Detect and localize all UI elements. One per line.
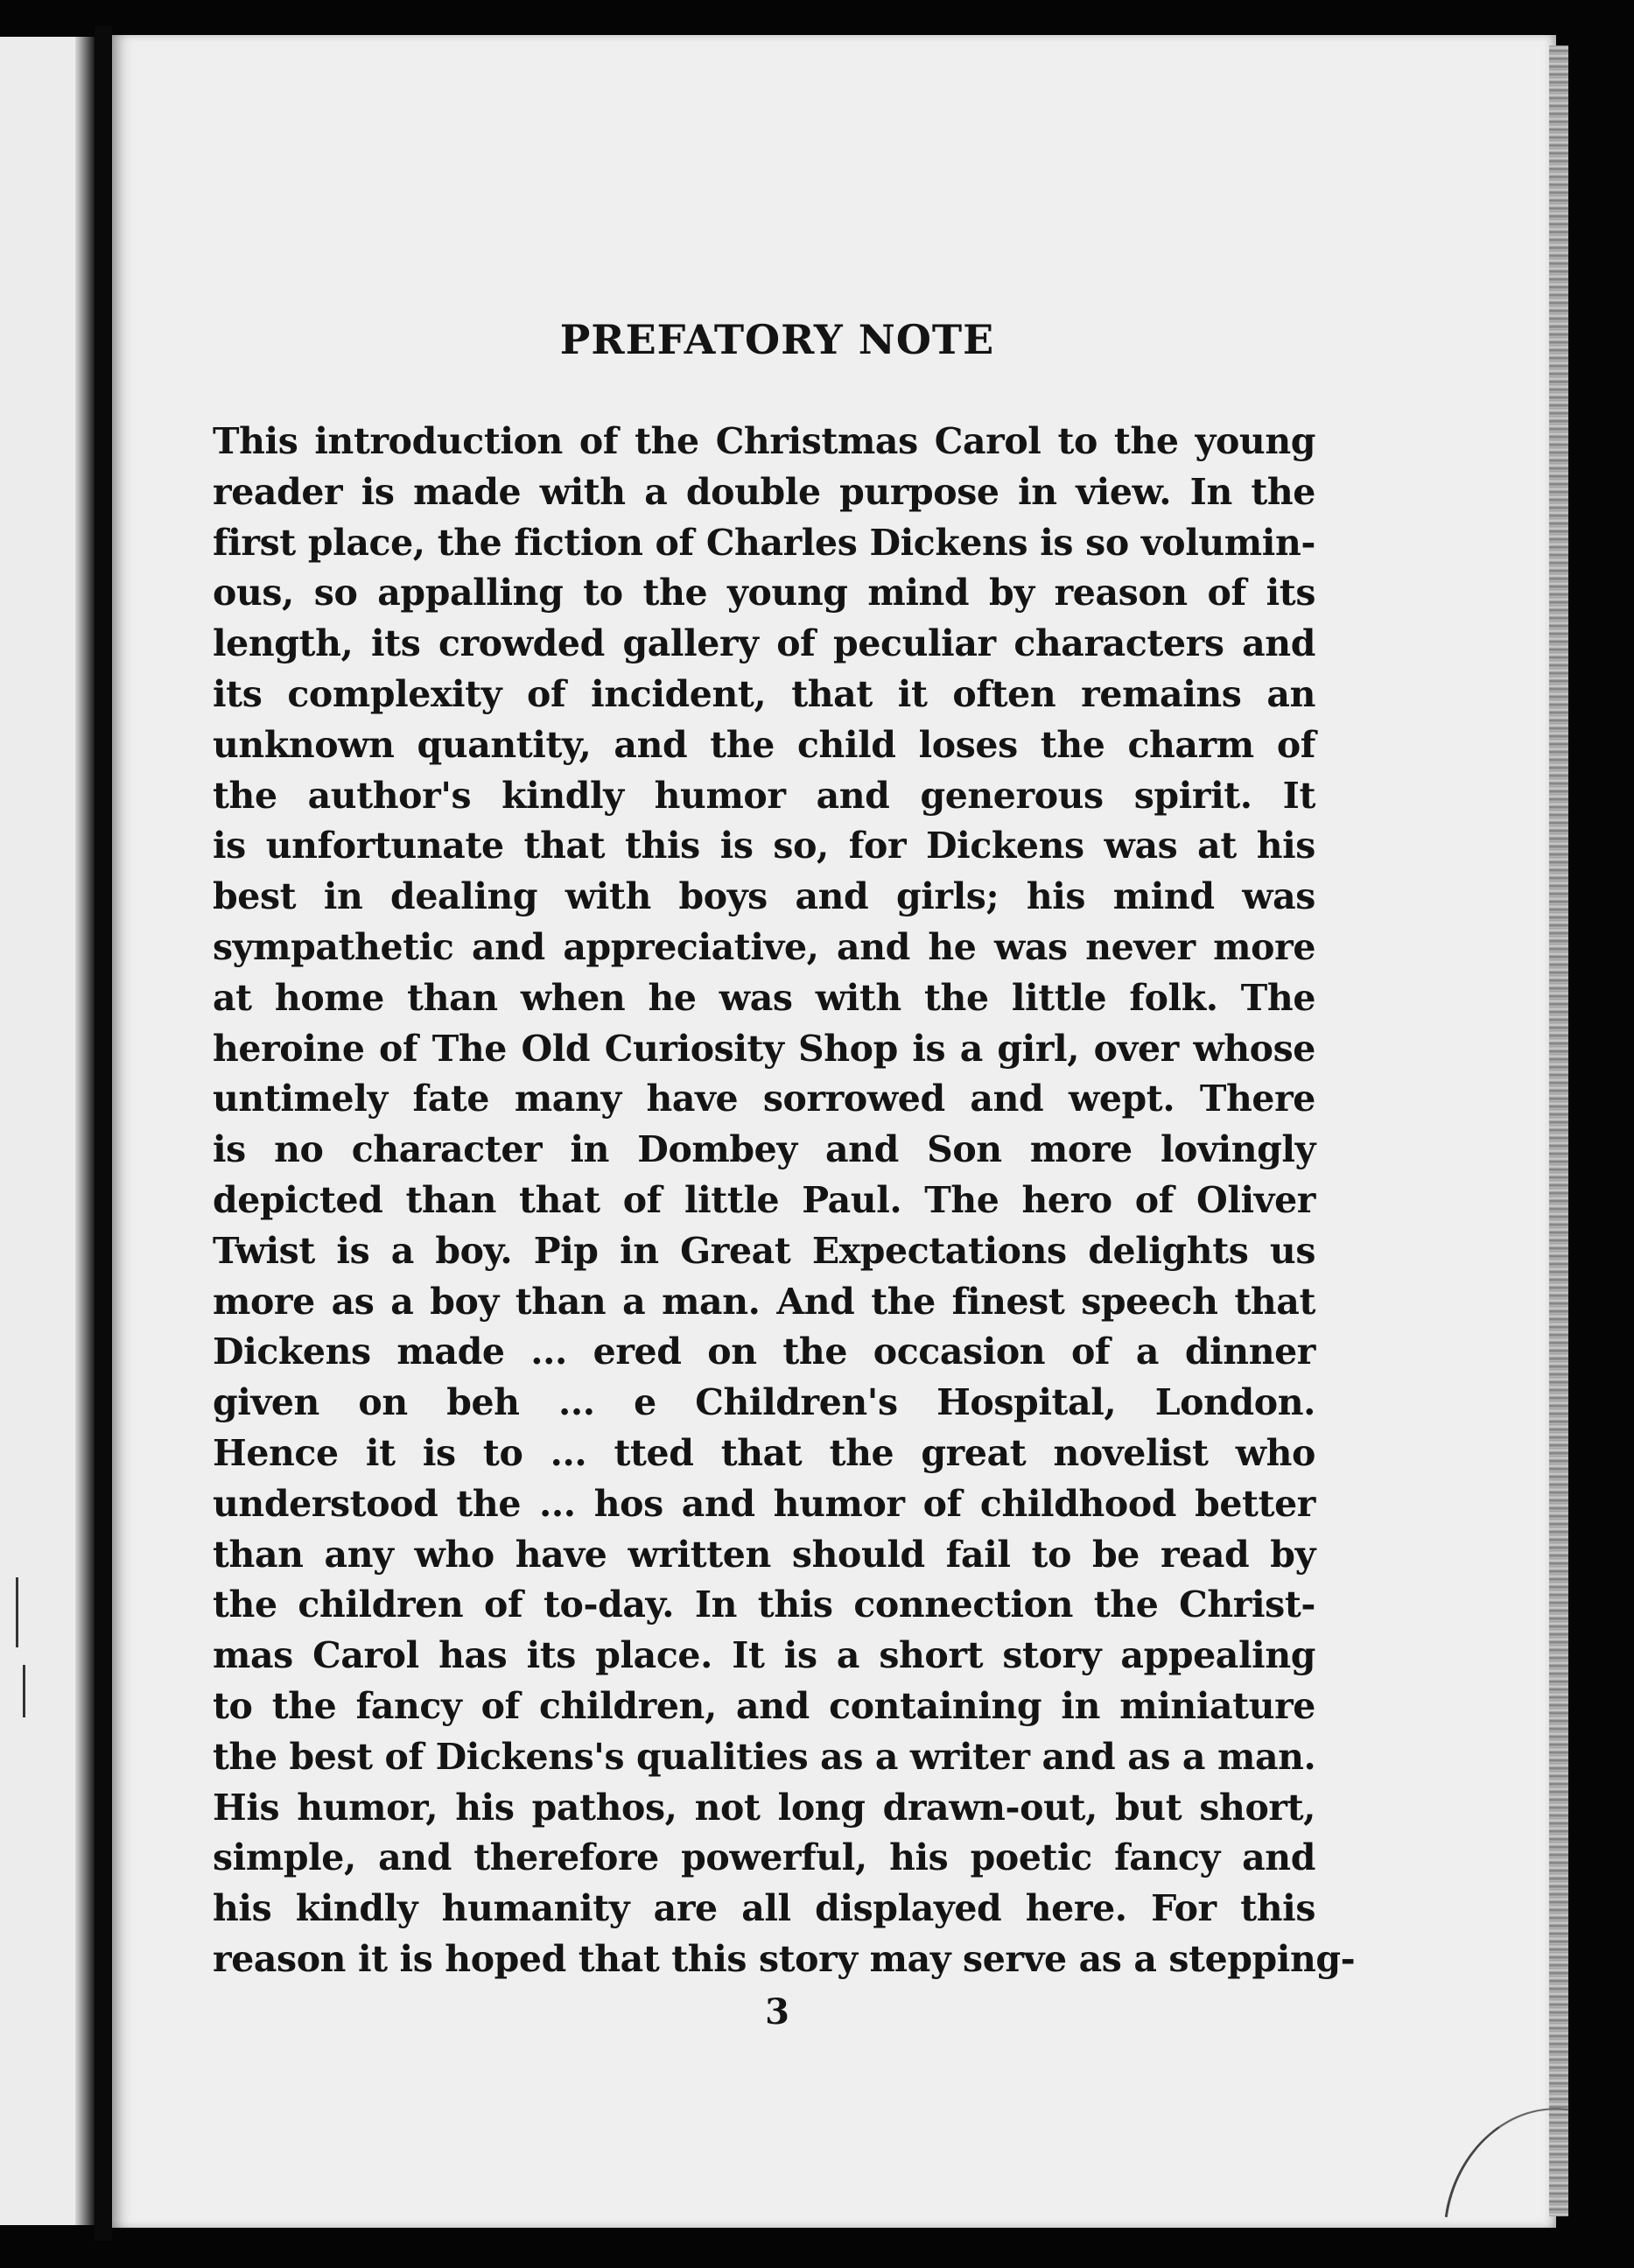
page-content	[213, 316, 1356, 2033]
book-gutter	[95, 26, 112, 2241]
text-line: simple, and therefore powerful, his poetic fancy and	[213, 1836, 1315, 1879]
text-line: untimely fate many have sorrowed and wept. There	[213, 1078, 1315, 1120]
text-line: at home than when he was with the little folk. The	[213, 976, 1315, 1019]
text-line: first place, the fiction of Charles Dickens is so volumin-	[213, 521, 1315, 564]
text-line: reason it is hoped that this story may serve as a stepping-	[213, 1937, 1356, 1980]
text-line: than any who have written should fail to be read by	[213, 1533, 1315, 1576]
text-line: depicted than that of little Paul. The hero of Oliver	[213, 1178, 1315, 1221]
text-line: sympathetic and appreciative, and he was never more	[213, 925, 1315, 968]
text-line: Dickens made ... ered on the occasion of a dinner	[213, 1331, 1315, 1373]
page-title: PREFATORY NOTE	[559, 316, 995, 363]
text-line: length, its crowded gallery of peculiar characters and	[213, 622, 1315, 665]
text-line: is no character in Dombey and Son more lovingly	[213, 1128, 1315, 1171]
text-line: heroine of The Old Curiosity Shop is a girl, over whose	[213, 1027, 1315, 1070]
text-line: given on beh ... e Children's Hospital, London.	[213, 1381, 1315, 1424]
text-line: best in dealing with boys and girls; his mind was	[213, 875, 1315, 918]
text-line: ous, so appalling to the young mind by reason of its	[213, 572, 1315, 614]
text-line: Hence it is to ... tted that the great novelist who	[213, 1431, 1315, 1474]
text-line: His humor, his pathos, not long drawn-out, but short,	[213, 1786, 1315, 1829]
text-line: the best of Dickens's qualities as a writer and as a man.	[213, 1735, 1316, 1778]
text-line: Twist is a boy. Pip in Great Expectations delights us	[213, 1229, 1315, 1272]
margin-mark	[16, 1577, 18, 1647]
body-text	[213, 417, 1356, 1985]
text-line: the author's kindly humor and generous spirit. It	[213, 774, 1315, 817]
page-edge-stack	[1549, 46, 1568, 2216]
text-line: This introduction of the Christmas Carol to the young	[213, 420, 1315, 462]
text-line: reader is made with a double purpose in view. In the	[213, 470, 1315, 513]
text-line: understood the ... hos and humor of childhood better	[213, 1482, 1315, 1525]
text-line: unknown quantity, and the child loses the charm of	[213, 723, 1315, 766]
text-line: the children of to-day. In this connection the Christ-	[213, 1583, 1315, 1626]
text-line: more as a boy than a man. And the finest speech that	[213, 1280, 1315, 1323]
text-line: mas Carol has its place. It is a short story appealing	[213, 1634, 1315, 1677]
text-line: his kindly humanity are all displayed here. For this	[213, 1887, 1315, 1930]
page-number: 3	[765, 1991, 789, 2033]
fold-shadow	[75, 37, 95, 2225]
text-line: is unfortunate that this is so, for Dickens was at his	[213, 825, 1315, 867]
text-line: to the fancy of children, and containing in miniature	[213, 1684, 1315, 1727]
text-line: its complexity of incident, that it often remains an	[213, 672, 1315, 715]
margin-mark	[23, 1665, 25, 1717]
left-page-edge	[0, 37, 95, 2225]
